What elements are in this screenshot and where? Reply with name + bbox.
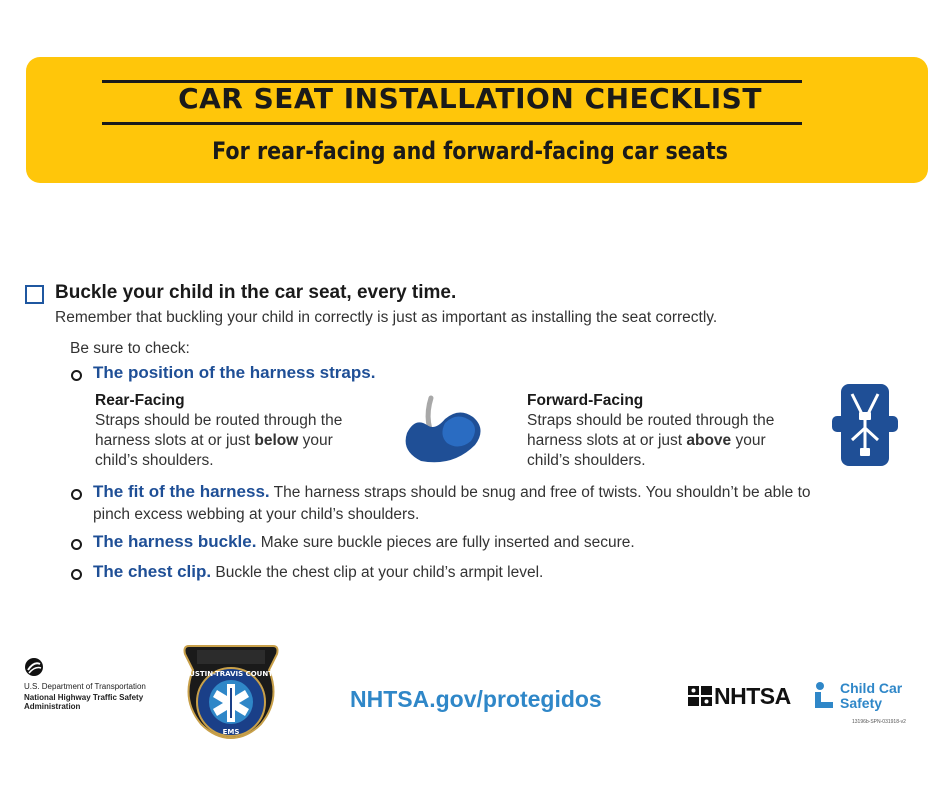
- bullet-icon: [71, 370, 82, 381]
- forward-facing-text: [527, 411, 827, 471]
- rear-facing-text: [95, 411, 395, 471]
- child-car-safety-logo: Child Car Safety: [840, 680, 903, 711]
- item-harness-position: [93, 362, 375, 385]
- bullet-icon: [71, 539, 82, 550]
- rear-facing-line2: harness slots at or just below your: [95, 432, 333, 449]
- badge-county-text: AUSTIN-TRAVIS COUNTY: [183, 670, 279, 678]
- dot-logo-icon: [24, 657, 44, 677]
- child-car-safety-icon: [812, 681, 838, 711]
- checklist-heading: Buckle your child in the car seat, every time.: [55, 282, 457, 303]
- page-title: CAR SEAT INSTALLATION CHECKLIST: [178, 82, 762, 115]
- rear-facing-line1: Straps should be routed through the: [95, 412, 343, 429]
- forward-facing-line2: harness slots at or just above your: [527, 432, 766, 449]
- rear-facing-title: Rear-Facing: [95, 392, 185, 409]
- badge-ems-text: EMS: [222, 728, 240, 736]
- page-subtitle: For rear-facing and forward-facing car seats: [212, 137, 728, 165]
- dot-line1: U.S. Department of Transportation: [24, 682, 146, 691]
- bullet-icon: [71, 489, 82, 500]
- item-harness-position-title: The position of the harness straps.: [93, 363, 376, 382]
- rear-facing-seat-icon: [397, 393, 487, 465]
- nhtsa-url-link[interactable]: NHTSA.gov/protegidos: [350, 686, 602, 712]
- forward-facing-line3: child’s shoulders.: [527, 452, 646, 469]
- be-sure-label: Be sure to check:: [70, 340, 190, 357]
- dot-line2: National Highway Traffic Safety Administration: [24, 693, 144, 711]
- forward-facing-seat-icon: [830, 382, 900, 468]
- rear-facing-line3: child’s shoulders.: [95, 452, 214, 469]
- checklist-checkbox[interactable]: [25, 285, 44, 304]
- document-code: 13196b-SPN-031918-v2: [852, 719, 906, 725]
- forward-facing-title: Forward-Facing: [527, 392, 644, 409]
- title-rule-bottom: [102, 122, 802, 125]
- forward-facing-line1: Straps should be routed through the: [527, 412, 775, 429]
- item-harness-buckle: The harness buckle. Make sure buckle pieces are fully inserted and secure.: [93, 532, 635, 551]
- bullet-icon: [71, 569, 82, 580]
- item-harness-buckle-title: The harness buckle.: [93, 532, 257, 551]
- item-harness-fit: The fit of the harness. The harness straps should be snug and free of twists. You shouldn’t be able to pinch excess webbing at your child’s shoulders.: [93, 482, 811, 523]
- austin-travis-ems-badge: [181, 640, 281, 740]
- nhtsa-grid-icon: [688, 686, 712, 706]
- item-chest-clip: The chest clip. Buckle the chest clip at your child’s armpit level.: [93, 562, 544, 581]
- item-chest-clip-title: The chest clip.: [93, 562, 212, 581]
- checklist-intro: Remember that buckling your child in correctly is just as important as installing the seat correctly.: [55, 309, 718, 326]
- nhtsa-logo-text: NHTSA: [714, 683, 791, 709]
- item-harness-fit-title: The fit of the harness.: [93, 482, 270, 501]
